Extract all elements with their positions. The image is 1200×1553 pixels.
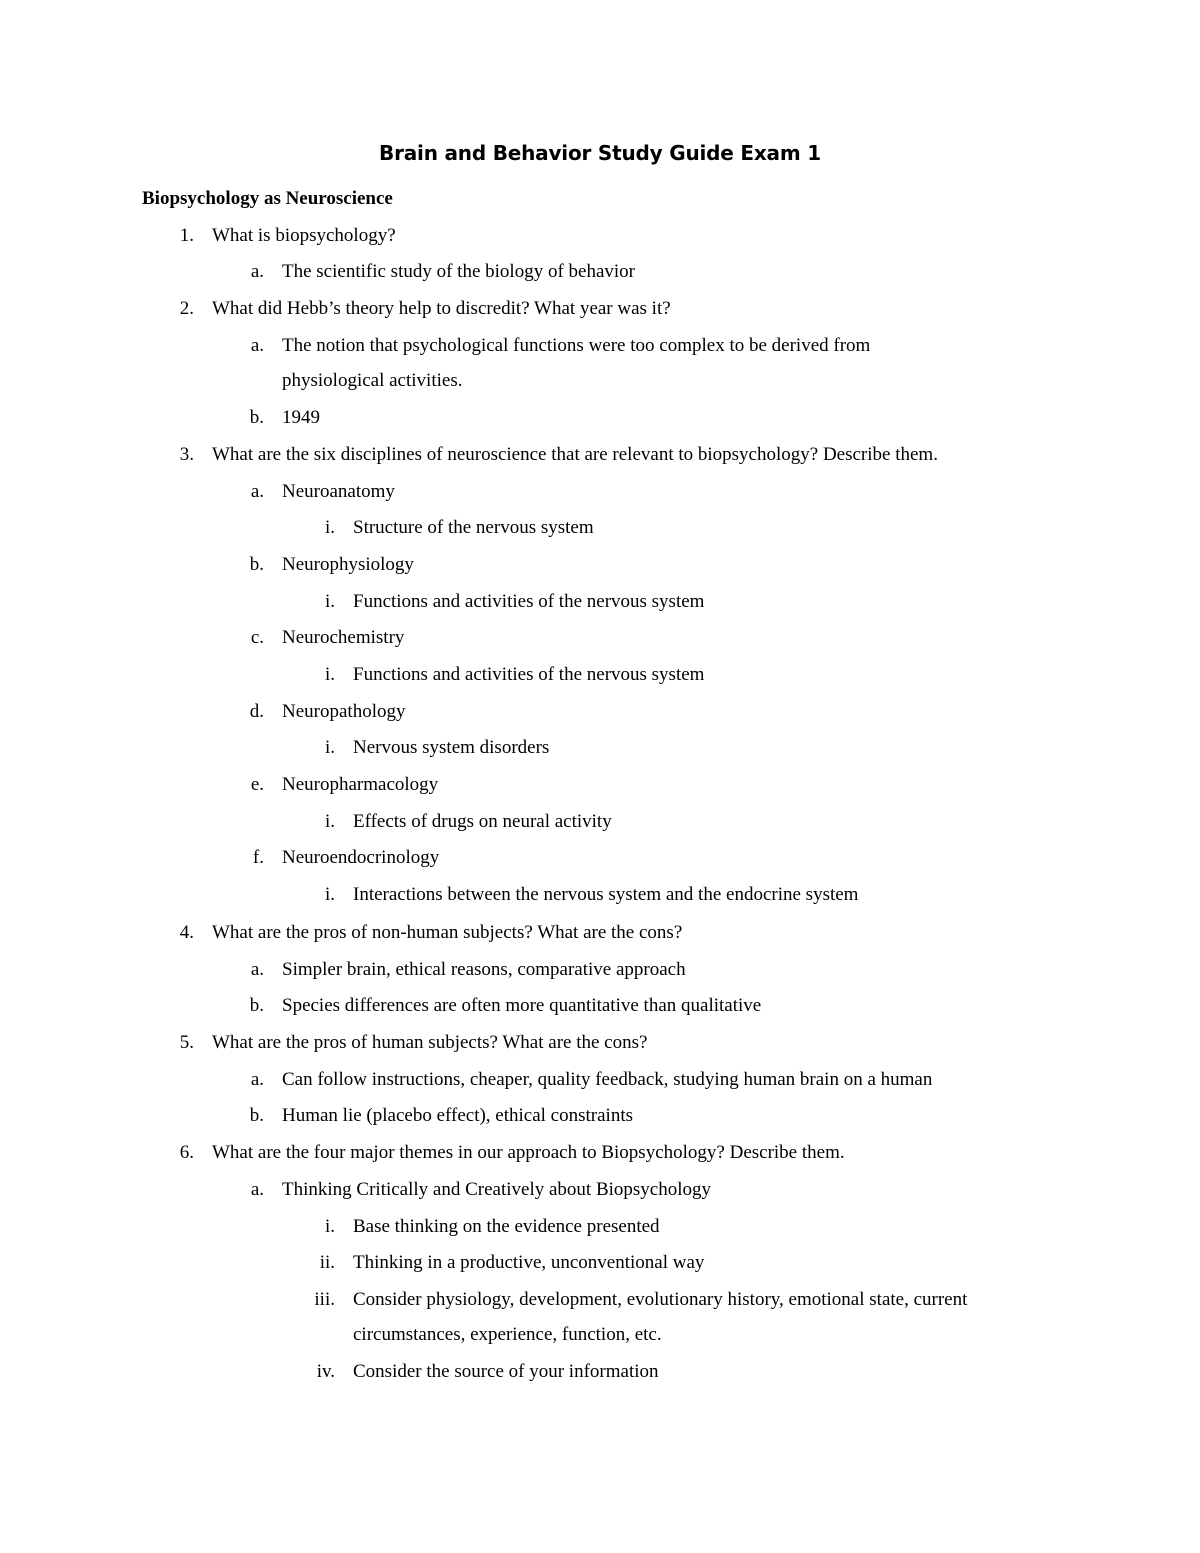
list-item-text: Nervous system disorders <box>353 737 550 758</box>
list-item-text: What are the four major themes in our approach to Biopsychology? Describe them. <box>212 1142 845 1163</box>
list-item-text: What is biopsychology? <box>212 225 396 246</box>
list-item-text: What did Hebb’s theory help to discredit? What year was it? <box>212 298 671 319</box>
list-item-text: The scientific study of the biology of behavior <box>282 261 635 282</box>
list-marker: b. <box>249 1105 264 1126</box>
list-marker: 2. <box>179 298 194 319</box>
list-marker: i. <box>324 811 335 832</box>
list-marker: 3. <box>179 444 194 465</box>
list-marker: 6. <box>179 1142 194 1163</box>
list-marker: i. <box>324 737 335 758</box>
list-marker: 5. <box>179 1032 194 1053</box>
list-item-text: physiological activities. <box>282 370 463 391</box>
list-item-text: Thinking in a productive, unconventional way <box>353 1252 705 1273</box>
list-item-text: Neuropharmacology <box>282 774 439 795</box>
list-marker: ii. <box>319 1252 335 1273</box>
list-item-text: Neurophysiology <box>282 554 414 575</box>
list-marker: a. <box>250 481 264 502</box>
list-marker: a. <box>250 959 264 980</box>
list-item-text: Can follow instructions, cheaper, quality feedback, studying human brain on a human <box>282 1069 933 1090</box>
list-item-text: Simpler brain, ethical reasons, comparative approach <box>282 959 686 980</box>
list-marker: iv. <box>316 1361 335 1382</box>
list-marker: f. <box>252 847 264 868</box>
section-heading: Biopsychology as Neuroscience <box>142 188 393 209</box>
list-item-text: Consider physiology, development, evolutionary history, emotional state, current <box>353 1289 968 1310</box>
list-item-text: Neurochemistry <box>282 627 405 648</box>
list-marker: b. <box>249 554 264 575</box>
list-marker: e. <box>250 774 264 795</box>
list-marker: iii. <box>314 1289 335 1310</box>
list-item-text: Base thinking on the evidence presented <box>353 1216 660 1237</box>
list-item-text: Human lie (placebo effect), ethical constraints <box>282 1105 633 1126</box>
list-marker: a. <box>250 1179 264 1200</box>
list-marker: 1. <box>179 225 194 246</box>
document-title: Brain and Behavior Study Guide Exam 1 <box>379 141 821 165</box>
list-item-text: What are the pros of human subjects? What are the cons? <box>212 1032 648 1053</box>
list-marker: i. <box>324 884 335 905</box>
list-item-text: Functions and activities of the nervous system <box>353 591 705 612</box>
list-item-text: Species differences are often more quantitative than qualitative <box>282 995 762 1016</box>
list-item-text: 1949 <box>282 407 320 428</box>
list-item-text: Neuropathology <box>282 701 406 722</box>
list-marker: a. <box>250 335 264 356</box>
list-marker: a. <box>250 261 264 282</box>
list-marker: i. <box>324 517 335 538</box>
list-item-text: Interactions between the nervous system and the endocrine system <box>353 884 859 905</box>
list-marker: c. <box>250 627 264 648</box>
list-item-text: Neuroendocrinology <box>282 847 440 868</box>
list-item-text: Structure of the nervous system <box>353 517 594 538</box>
list-item-text: Functions and activities of the nervous system <box>353 664 705 685</box>
list-marker: i. <box>324 1216 335 1237</box>
list-marker: i. <box>324 591 335 612</box>
list-marker: b. <box>249 995 264 1016</box>
list-item-text: Effects of drugs on neural activity <box>353 811 612 832</box>
list-item-text: circumstances, experience, function, etc. <box>353 1324 662 1345</box>
list-item-text: Neuroanatomy <box>282 481 395 502</box>
list-item-text: Thinking Critically and Creatively about Biopsychology <box>282 1179 712 1200</box>
list-marker: b. <box>249 407 264 428</box>
list-marker: a. <box>250 1069 264 1090</box>
list-item-text: Consider the source of your information <box>353 1361 659 1382</box>
list-item-text: What are the six disciplines of neuroscience that are relevant to biopsychology? Describe them. <box>212 444 938 465</box>
list-marker: i. <box>324 664 335 685</box>
list-marker: 4. <box>179 922 194 943</box>
list-item-text: What are the pros of non-human subjects? What are the cons? <box>212 922 683 943</box>
list-item-text: The notion that psychological functions were too complex to be derived from <box>282 335 871 356</box>
list-marker: d. <box>249 701 264 722</box>
